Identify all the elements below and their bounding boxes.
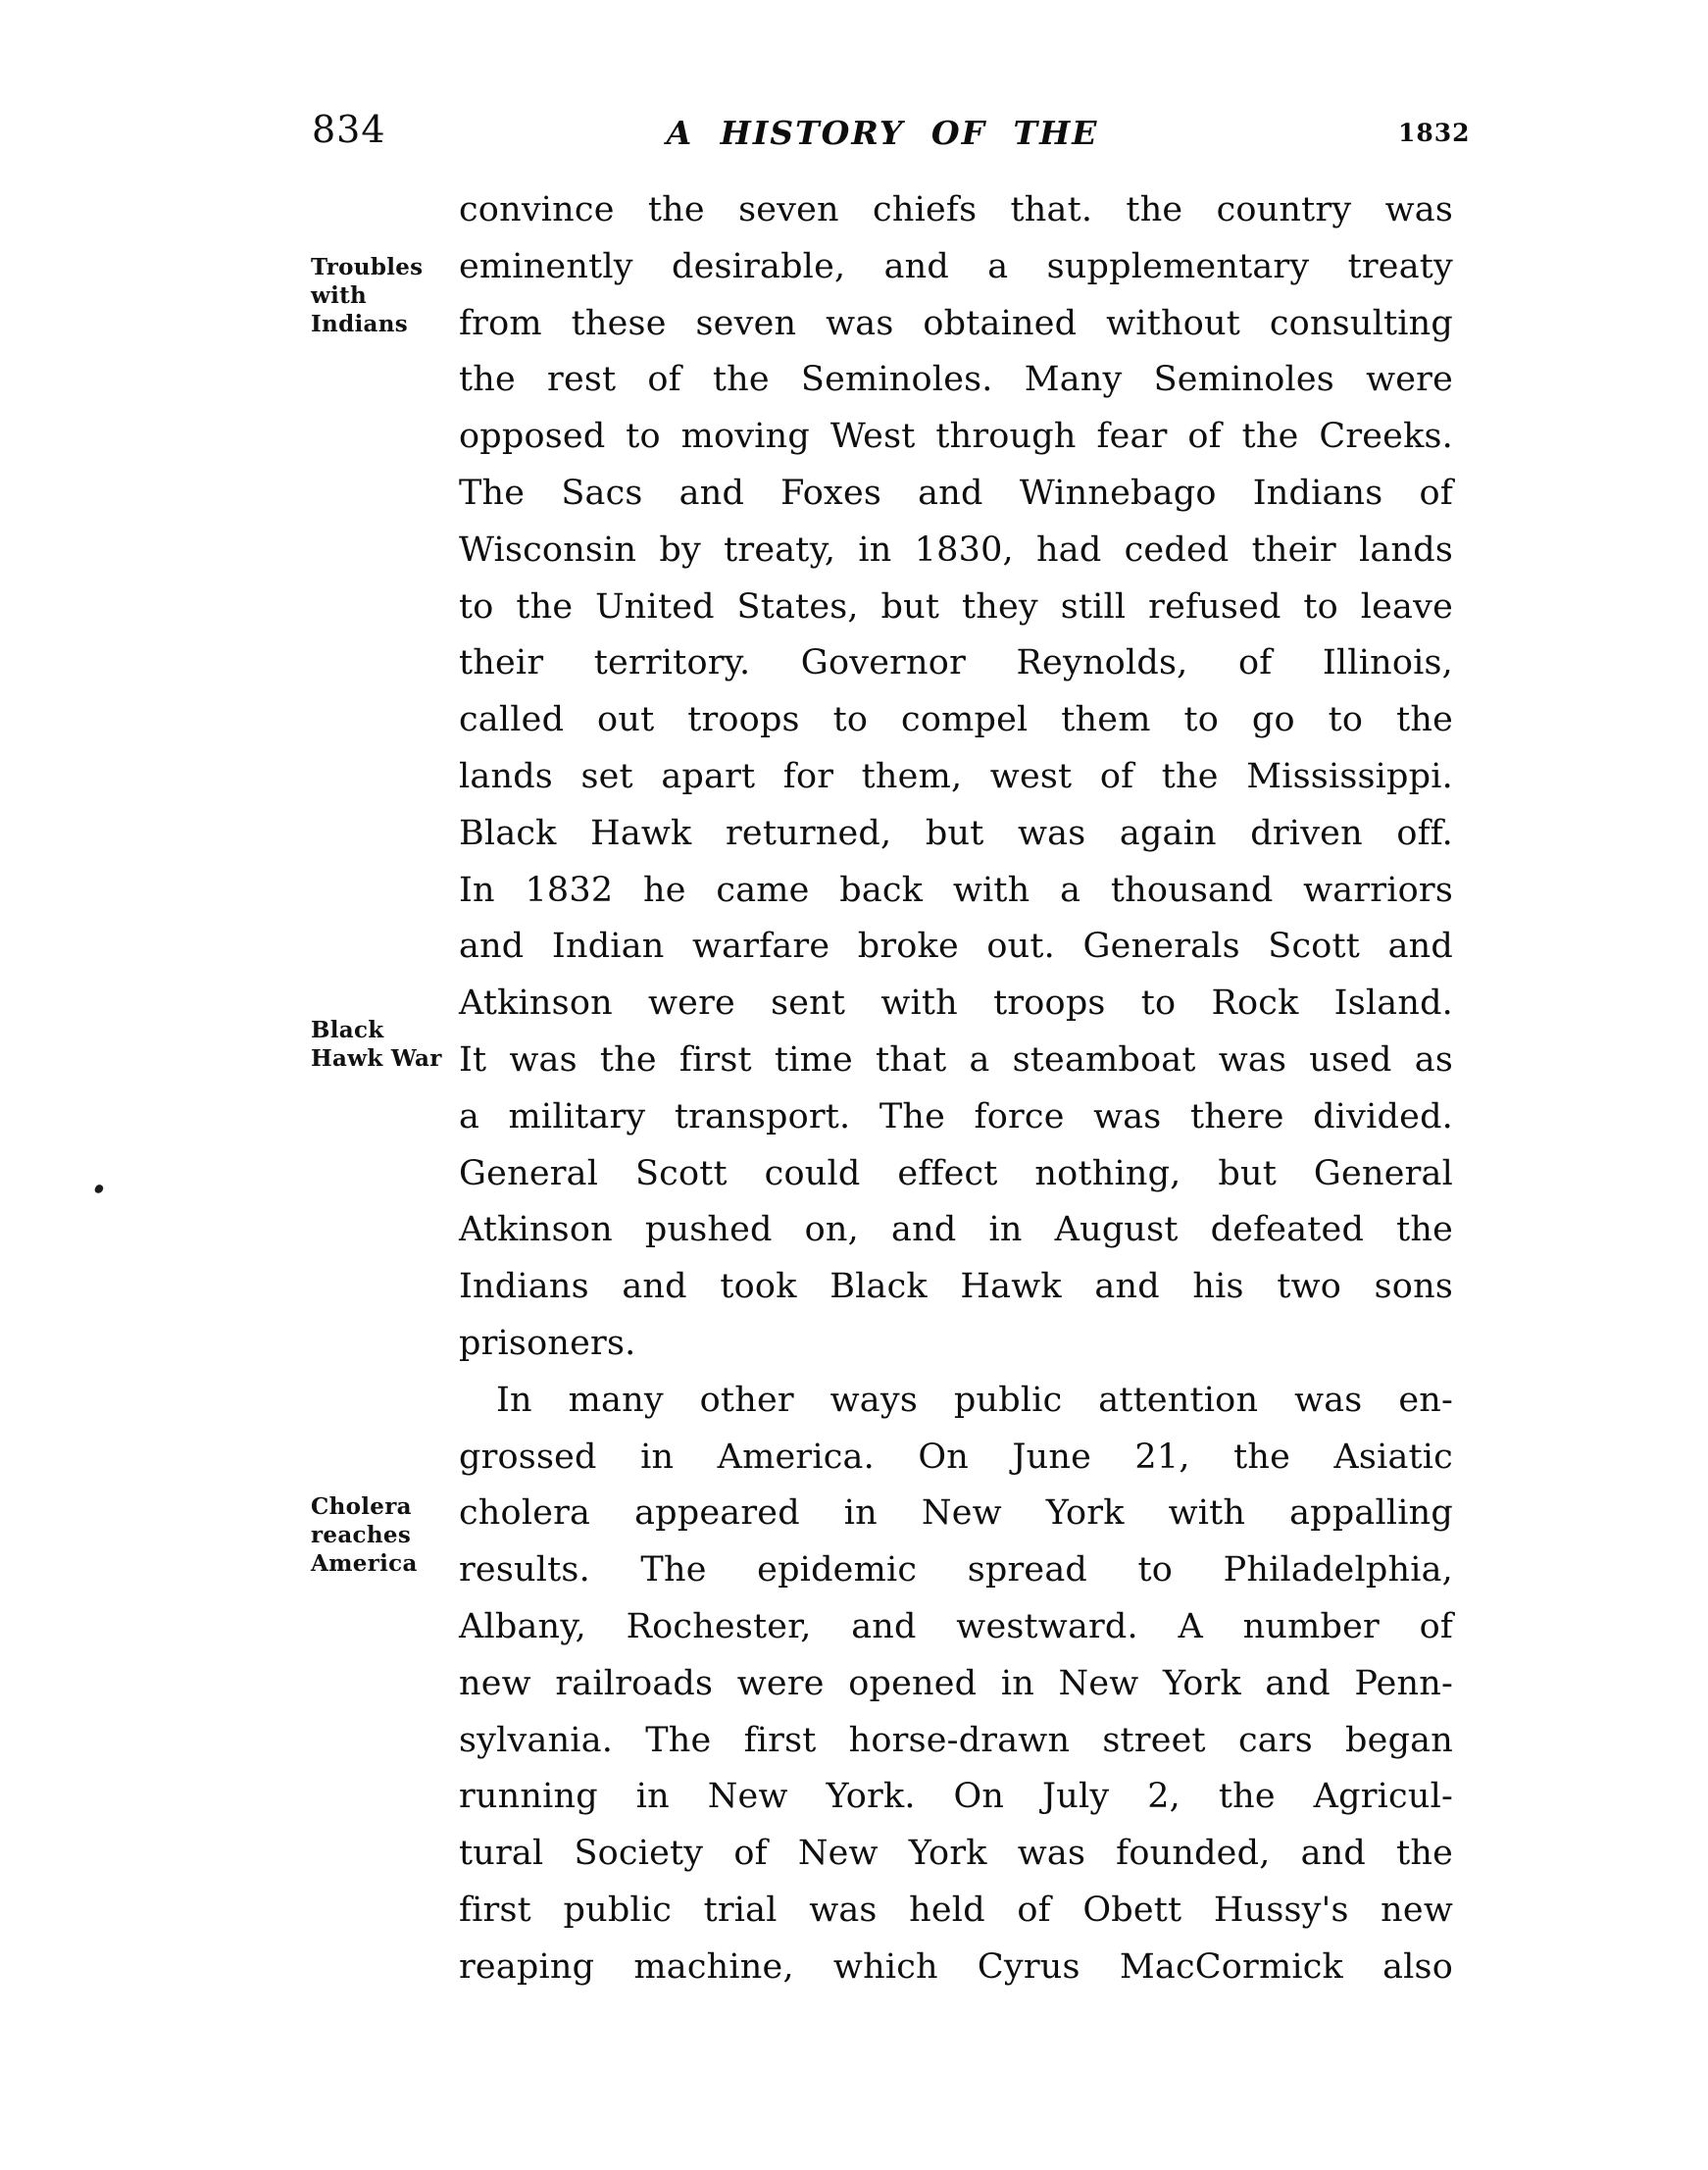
- margin-note-line: Black: [311, 1017, 384, 1043]
- body-line: In 1832 he came back with a thousand warriors: [459, 870, 1453, 910]
- body-line: to the United States, but they still refused to leave: [459, 586, 1453, 627]
- margin-note-line: America: [311, 1550, 418, 1577]
- margin-note-line: Indians: [311, 311, 408, 337]
- margin-note-line: with: [311, 282, 368, 309]
- body-line: General Scott could effect nothing, but General: [459, 1153, 1453, 1193]
- running-title: A HISTORY OF THE: [666, 114, 1099, 152]
- body-line: a military transport. The force was there divided.: [459, 1096, 1453, 1136]
- body-line: reaping machine, which Cyrus MacCormick also: [459, 1946, 1453, 1987]
- margin-note-line: Troubles: [311, 254, 424, 280]
- body-line: their territory. Governor Reynolds, of Illinois,: [459, 643, 1453, 683]
- body-line: Albany, Rochester, and westward. A number of: [459, 1606, 1453, 1646]
- body-line: the rest of the Seminoles. Many Seminoles were: [459, 360, 1453, 400]
- body-line: grossed in America. On June 21, the Asiatic: [459, 1437, 1453, 1477]
- body-line: Wisconsin by treaty, in 1830, had ceded their lands: [459, 530, 1453, 570]
- body-line: first public trial was held of Obett Hussy's new: [459, 1890, 1453, 1930]
- body-line: Atkinson were sent with troops to Rock Island.: [459, 984, 1453, 1024]
- margin-note-cholera-reaches-america: [311, 1492, 456, 1578]
- body-line: and Indian warfare broke out. Generals Scott and: [459, 927, 1453, 967]
- body-line: lands set apart for them, west of the Mississippi.: [459, 756, 1453, 796]
- body-line: eminently desirable, and a supplementary treaty: [459, 246, 1453, 286]
- body-line: convince the seven chiefs that. the country was: [459, 190, 1453, 229]
- body-line: sylvania. The first horse-drawn street cars began: [459, 1720, 1453, 1760]
- body-text: [459, 182, 1453, 1996]
- margin-note-black-hawk-war: [311, 1016, 456, 1073]
- ink-speck: [94, 1184, 105, 1194]
- body-line: In many other ways public attention was en-: [496, 1380, 1453, 1420]
- margin-note-line: reaches: [311, 1522, 412, 1548]
- body-line: called out troops to compel them to go to the: [459, 700, 1453, 740]
- edition-year: 1832: [1398, 119, 1471, 147]
- body-line: prisoners.: [459, 1323, 636, 1363]
- body-line: tural Society of New York was founded, and the: [459, 1834, 1453, 1874]
- body-line: from these seven was obtained without consulting: [459, 303, 1453, 343]
- margin-note-line: Cholera: [311, 1493, 412, 1520]
- body-line: opposed to moving West through fear of the Creeks.: [459, 417, 1453, 457]
- body-line: It was the first time that a steamboat was used as: [459, 1039, 1453, 1080]
- page-number: 834: [312, 108, 386, 151]
- body-line: The Sacs and Foxes and Winnebago Indians of: [459, 473, 1453, 513]
- body-line: Atkinson pushed on, and in August defeated the: [459, 1210, 1453, 1250]
- body-line: running in New York. On July 2, the Agricul-: [459, 1777, 1453, 1817]
- running-header: [0, 0, 1708, 167]
- body-line: cholera appeared in New York with appalling: [459, 1493, 1453, 1534]
- body-line: results. The epidemic spread to Philadelphia,: [459, 1550, 1453, 1590]
- body-line: Black Hawk returned, but was again driven off.: [459, 813, 1453, 853]
- margin-note-troubles-with-indians: [311, 253, 456, 338]
- body-line: new railroads were opened in New York and Penn-: [459, 1663, 1453, 1703]
- body-line: Indians and took Black Hawk and his two sons: [459, 1267, 1453, 1307]
- margin-note-line: Hawk War: [311, 1045, 442, 1072]
